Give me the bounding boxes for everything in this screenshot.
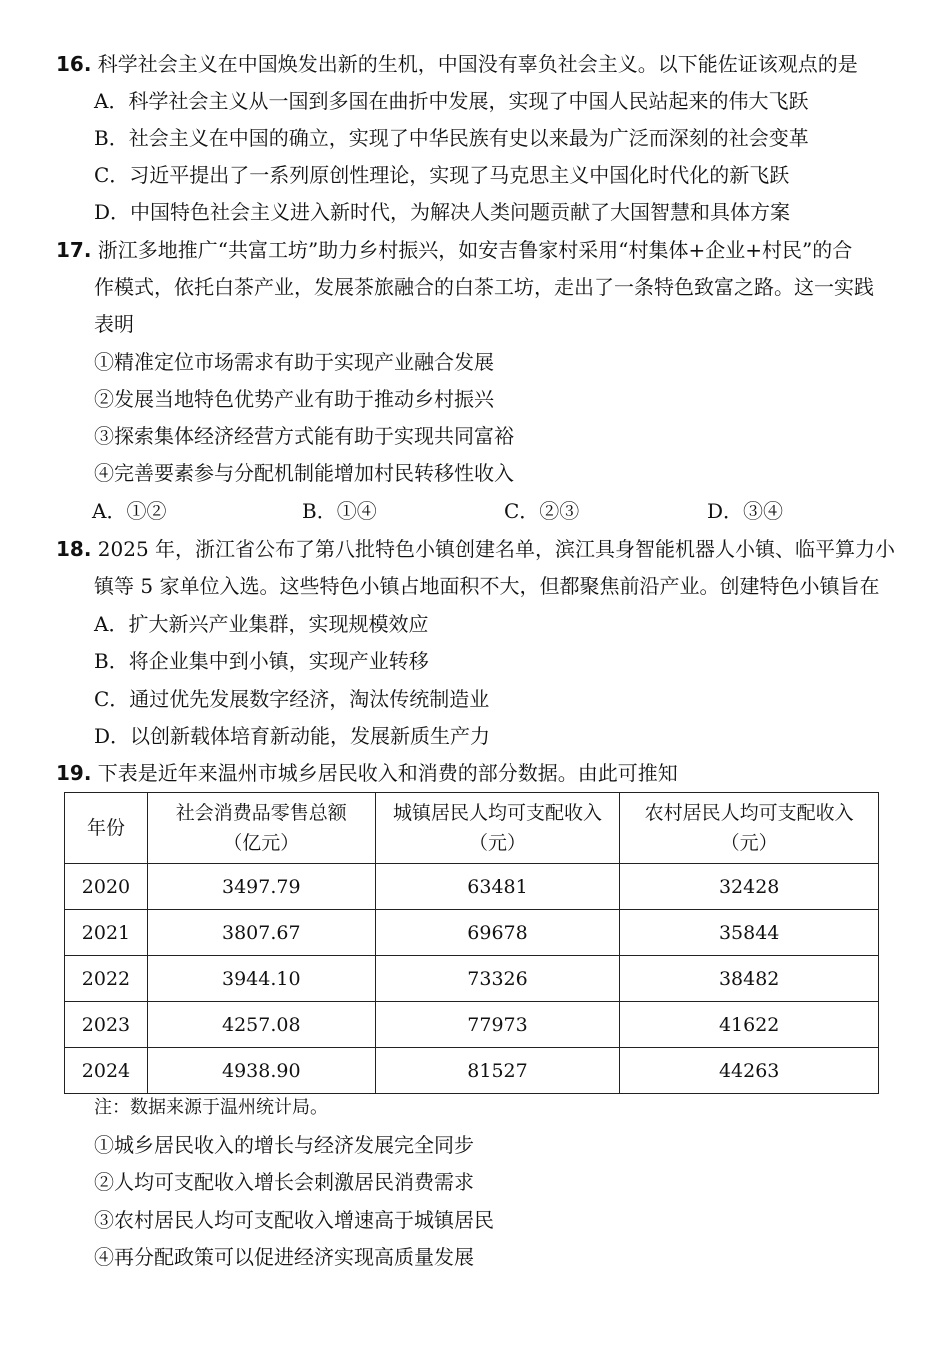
q17-statement-4: ④完善要素参与分配机制能增加村民转移性收入 bbox=[94, 461, 514, 485]
q16-option-a: A．科学社会主义从一国到多国在曲折中发展，实现了中国人民站起来的伟大飞跃 bbox=[94, 89, 809, 113]
q18-option-d: D．以创新载体培育新动能，发展新质生产力 bbox=[94, 724, 491, 748]
q19-stem: 下表是近年来温州市城乡居民收入和消费的部分数据。由此可推知 bbox=[97, 761, 678, 785]
cell-rural-income: 44263 bbox=[620, 1048, 879, 1094]
cell-rural-income: 41622 bbox=[620, 1002, 879, 1048]
q19-statement-2: ②人均可支配收入增长会刺激居民消费需求 bbox=[94, 1170, 474, 1194]
header-rural-unit: （元） bbox=[720, 832, 778, 854]
header-urban-unit: （元） bbox=[468, 832, 526, 854]
cell-urban-income: 77973 bbox=[375, 1002, 620, 1048]
q19-statement-1: ①城乡居民收入的增长与经济发展完全同步 bbox=[94, 1133, 474, 1157]
table-header-urban bbox=[375, 793, 620, 864]
cell-retail: 3497.79 bbox=[147, 864, 375, 910]
table-row bbox=[65, 864, 879, 910]
table-header-retail bbox=[147, 793, 375, 864]
header-rural-label: 农村居民人均可支配收入 bbox=[644, 802, 854, 824]
q18-option-a: A．扩大新兴产业集群，实现规模效应 bbox=[94, 612, 429, 636]
q17-choices bbox=[92, 497, 872, 525]
q16-option-d: D．中国特色社会主义进入新时代，为解决人类问题贡献了大国智慧和具体方案 bbox=[94, 200, 791, 224]
q17-statement-2: ②发展当地特色优势产业有助于推动乡村振兴 bbox=[94, 387, 494, 411]
cell-retail: 3944.10 bbox=[147, 956, 375, 1002]
cell-year: 2021 bbox=[65, 910, 148, 956]
q17-choice-c: C．②③ bbox=[504, 499, 580, 523]
q18-stem-1: 2025 年，浙江省公布了第八批特色小镇创建名单，滨江具身智能机器人小镇、临平算力小 bbox=[97, 537, 896, 561]
q16-stem-line bbox=[56, 50, 858, 78]
q19-statement-4: ④再分配政策可以促进经济实现高质量发展 bbox=[94, 1245, 474, 1269]
cell-retail: 4938.90 bbox=[147, 1048, 375, 1094]
cell-rural-income: 35844 bbox=[620, 910, 879, 956]
q19-number: 19. bbox=[56, 761, 92, 785]
q17-statement-1: ①精准定位市场需求有助于实现产业融合发展 bbox=[94, 350, 494, 374]
cell-rural-income: 38482 bbox=[620, 956, 879, 1002]
cell-year: 2022 bbox=[65, 956, 148, 1002]
q17-number: 17. bbox=[56, 238, 92, 262]
cell-year: 2020 bbox=[65, 864, 148, 910]
q19-stem-line bbox=[56, 759, 678, 787]
cell-year: 2023 bbox=[65, 1002, 148, 1048]
income-consumption-table bbox=[64, 792, 879, 1094]
table-header-row bbox=[65, 793, 879, 864]
q19-table-note: 注：数据来源于温州统计局。 bbox=[94, 1097, 328, 1118]
table-row bbox=[65, 1048, 879, 1094]
cell-year: 2024 bbox=[65, 1048, 148, 1094]
q16-stem: 科学社会主义在中国焕发出新的生机，中国没有辜负社会主义。以下能佐证该观点的是 bbox=[97, 52, 858, 76]
q16-option-c: C．习近平提出了一系列原创性理论，实现了马克思主义中国化时代化的新飞跃 bbox=[94, 163, 790, 187]
q18-stem-2: 镇等 5 家单位入选。这些特色小镇占地面积不大，但都聚焦前沿产业。创建特色小镇旨在 bbox=[94, 574, 880, 598]
table-row bbox=[65, 956, 879, 1002]
q18-number: 18. bbox=[56, 537, 92, 561]
header-year-label: 年份 bbox=[86, 817, 125, 839]
cell-rural-income: 32428 bbox=[620, 864, 879, 910]
table-header-rural bbox=[620, 793, 879, 864]
cell-retail: 3807.67 bbox=[147, 910, 375, 956]
header-urban-label: 城镇居民人均可支配收入 bbox=[392, 802, 602, 824]
q18-stem-line-1 bbox=[56, 535, 895, 563]
table-row bbox=[65, 1002, 879, 1048]
q18-option-b: B．将企业集中到小镇，实现产业转移 bbox=[94, 649, 429, 673]
header-retail-unit: （亿元） bbox=[223, 832, 300, 854]
cell-urban-income: 63481 bbox=[375, 864, 620, 910]
q18-option-c: C．通过优先发展数字经济，淘汰传统制造业 bbox=[94, 687, 490, 711]
q17-stem-3: 表明 bbox=[94, 312, 134, 336]
q17-statement-3: ③探索集体经济经营方式能有助于实现共同富裕 bbox=[94, 424, 514, 448]
cell-urban-income: 69678 bbox=[375, 910, 620, 956]
q16-number: 16. bbox=[56, 52, 92, 76]
q17-choice-b: B．①④ bbox=[302, 499, 377, 523]
q17-stem-2: 作模式，依托白茶产业，发展茶旅融合的白茶工坊，走出了一条特色致富之路。这一实践 bbox=[94, 275, 874, 299]
q17-choice-d: D．③④ bbox=[707, 499, 784, 523]
cell-urban-income: 81527 bbox=[375, 1048, 620, 1094]
q17-choice-a: A．①② bbox=[92, 499, 167, 523]
cell-retail: 4257.08 bbox=[147, 1002, 375, 1048]
q16-option-b: B．社会主义在中国的确立，实现了中华民族有史以来最为广泛而深刻的社会变革 bbox=[94, 126, 809, 150]
q17-stem-1: 浙江多地推广“共富工坊”助力乡村振兴，如安吉鲁家村采用“村集体+企业+村民”的合 bbox=[97, 238, 853, 262]
q17-stem-line-1 bbox=[56, 236, 852, 264]
cell-urban-income: 73326 bbox=[375, 956, 620, 1002]
q19-statement-3: ③农村居民人均可支配收入增速高于城镇居民 bbox=[94, 1208, 494, 1232]
header-retail-label: 社会消费品零售总额 bbox=[175, 802, 347, 824]
table-row bbox=[65, 910, 879, 956]
table-header-year bbox=[65, 793, 148, 864]
